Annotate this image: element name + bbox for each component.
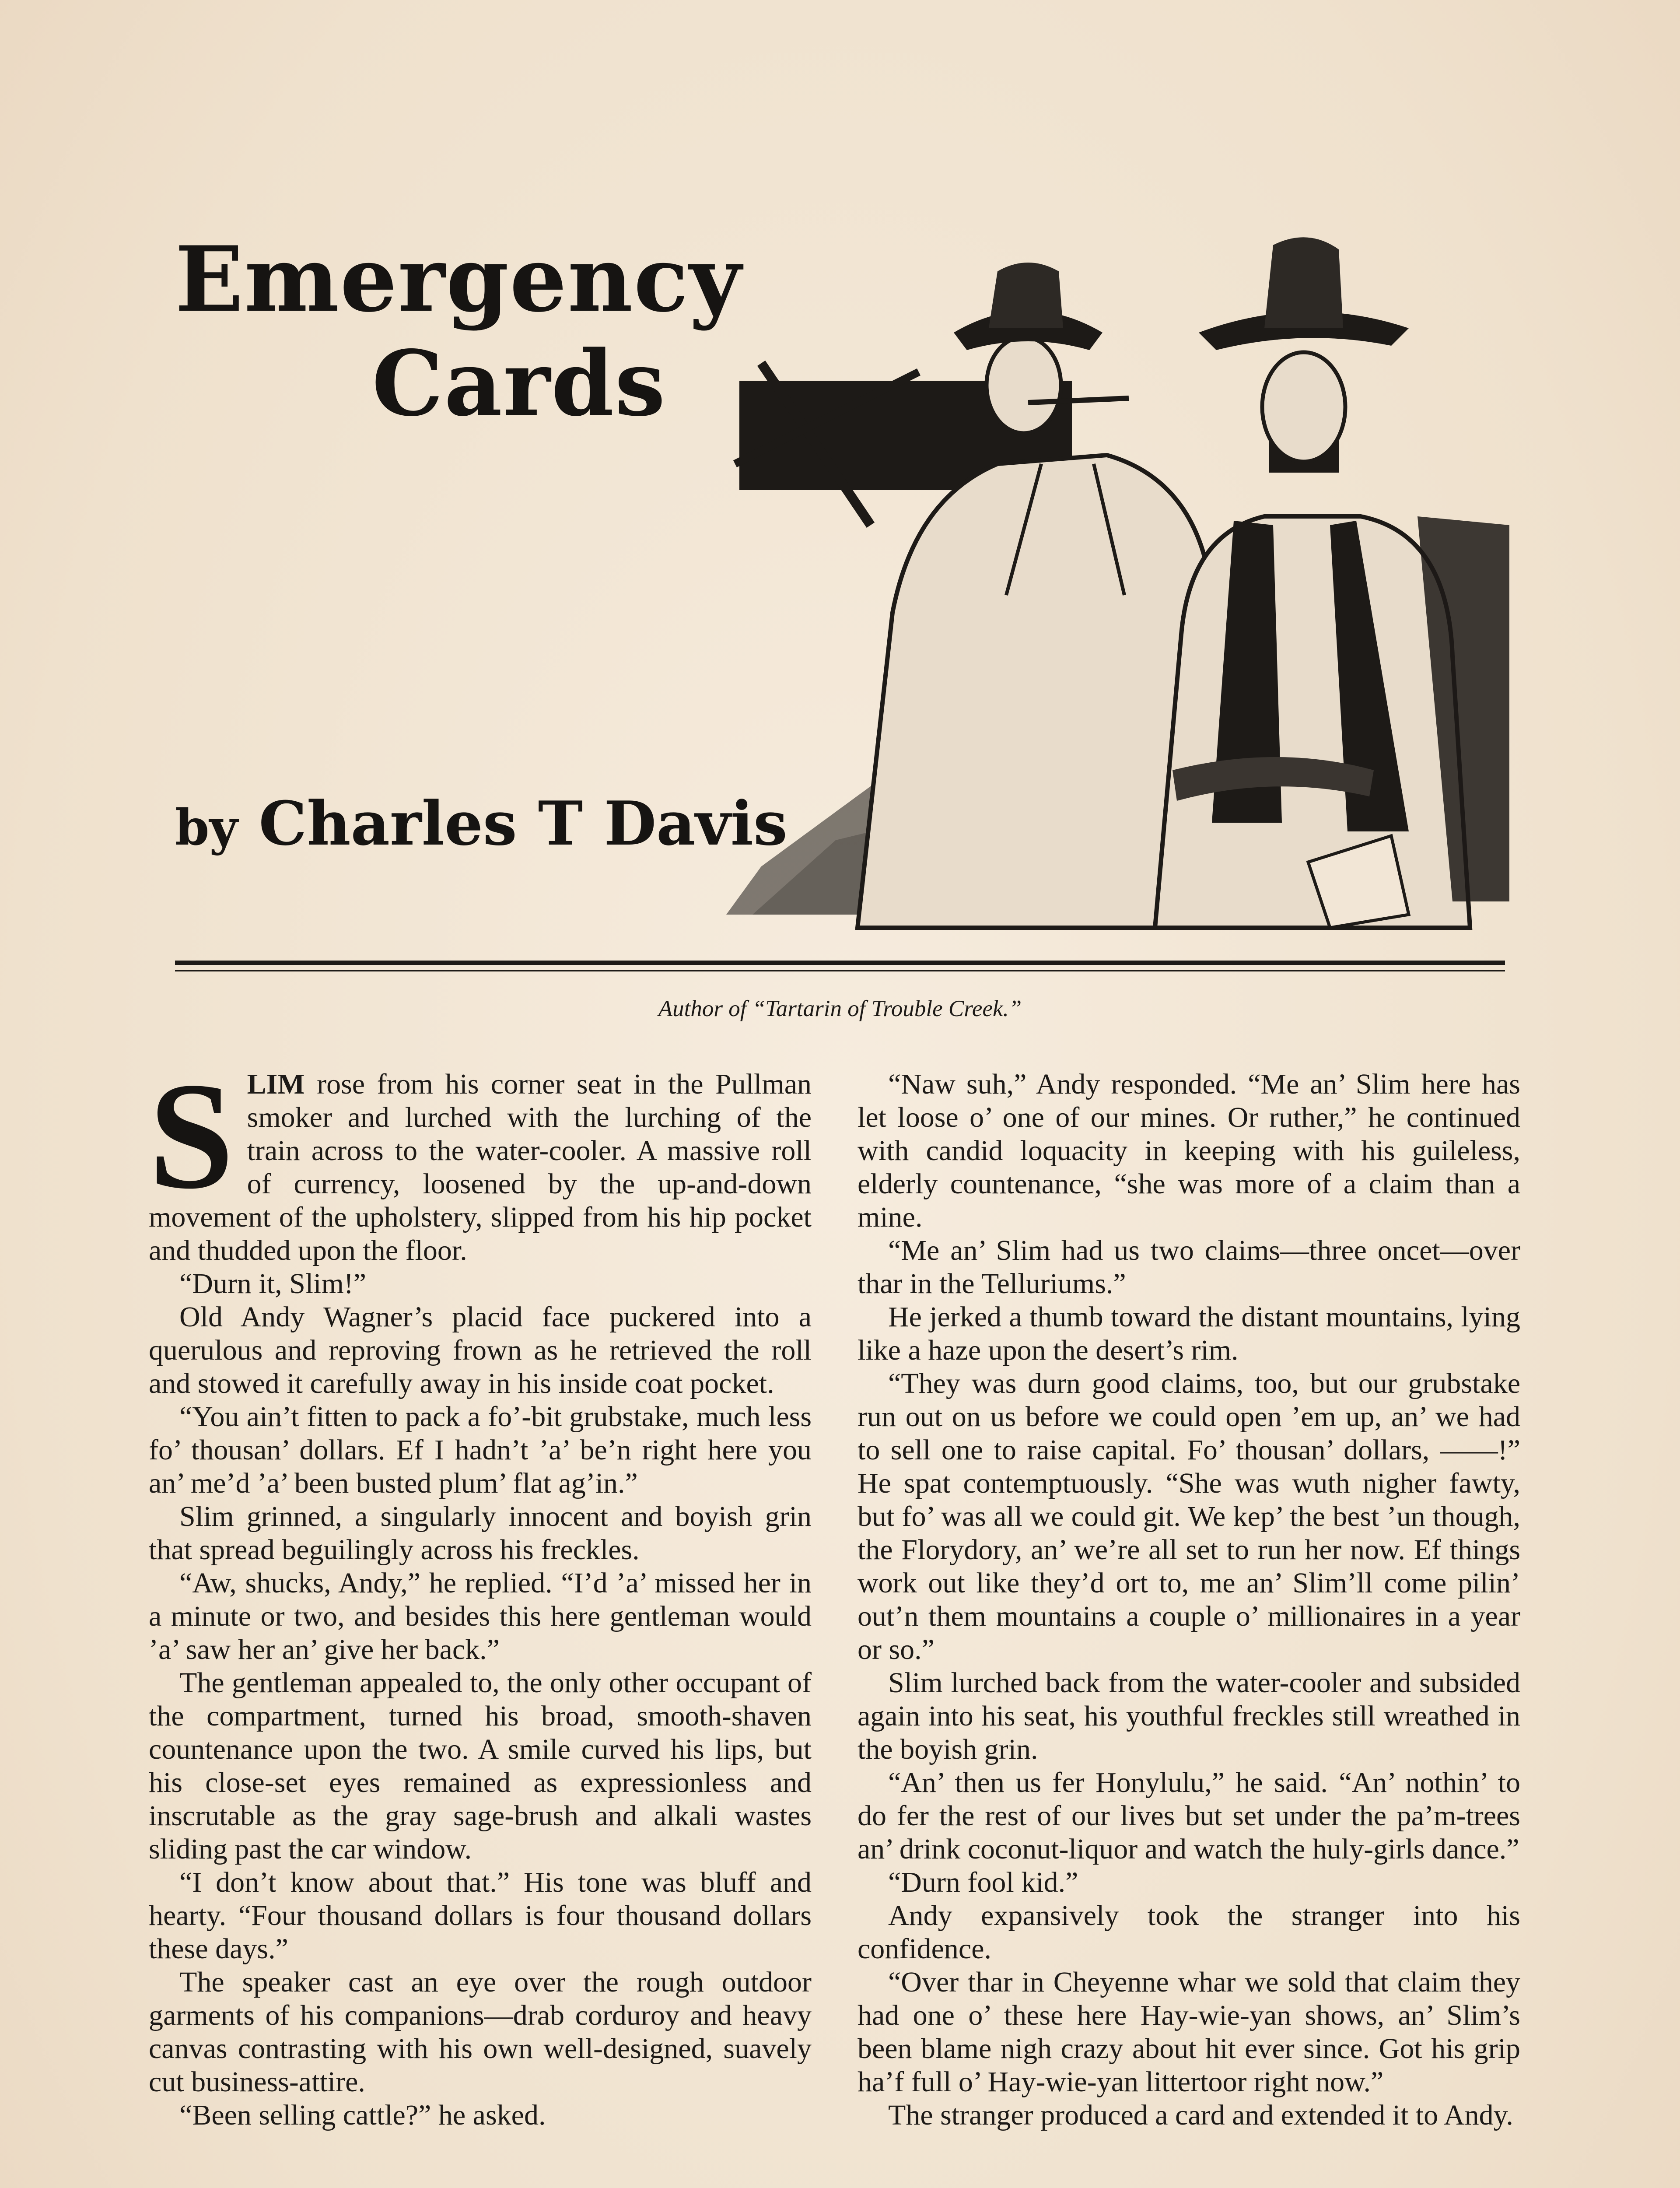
byline-author: Charles T Davis <box>259 788 788 859</box>
story-title <box>175 228 742 436</box>
paragraph: “You ain’t fitten to pack a fo’-bit grubstake, much less fo’ thousan’ dollars. Ef I hadn’t ’a’ be’n right here you an’ me’d ’a’ been busted plum’ flat ag’in.” <box>149 1401 812 1499</box>
byline <box>175 788 788 859</box>
lead-paragraph <box>149 1051 812 1267</box>
paragraph: Old Andy Wagner’s placid face puckered into a querulous and reproving frown as he retrieved the roll and stowed it carefully away in his inside coat pocket. <box>149 1301 812 1399</box>
story-title-line2: Cards <box>372 331 666 436</box>
paragraph: Slim grinned, a singularly innocent and boyish grin that spread beguilingly across his freckles. <box>149 1501 812 1566</box>
text-column-left <box>149 1051 812 2132</box>
paragraph: “Durn it, Slim!” <box>179 1268 367 1300</box>
byline-by: by <box>175 799 238 856</box>
author-attribution: Author of “Tartarin of Trouble Creek.” <box>658 996 1022 1021</box>
story-title-line1: Emergency <box>175 227 742 332</box>
paragraph: Slim lurched back from the water-cooler and subsided again into his seat, his youthful freckles still wreathed in the boyish grin. <box>858 1667 1520 1765</box>
paragraph: “Naw suh,” Andy responded. “Me an’ Slim here has let loose o’ one of our mines. Or ruther,” he continued with candid loquacity in keeping with his guileless, elderly countenance, “she was more of a claim than a mine. <box>858 1068 1520 1233</box>
paragraph: The stranger produced a card and extended it to Andy. <box>888 2099 1513 2131</box>
header-rule <box>175 961 1505 965</box>
lead-text: rose from his corner seat in the Pullman smoker and lurched with the lurching of the train across to the water-cooler. A massive roll of currency, loosened by the up-and-down movement of the upholstery, slipped from his hip pocket and thudded upon the floor. <box>149 1068 812 1266</box>
paragraph: “I don’t know about that.” His tone was bluff and hearty. “Four thousand dollars is four thousand dollars these days.” <box>149 1866 812 1965</box>
paragraph: “Over thar in Cheyenne whar we sold that claim they had one o’ these here Hay-wie-yan shows, an’ Slim’s been blame nigh crazy about hit ever since. Got his grip ha’f full o’ Hay-wie-yan littertoor right now.” <box>858 1966 1520 2098</box>
paragraph: “Been selling cattle?” he asked. <box>179 2099 546 2131</box>
paragraph: “Me an’ Slim had us two claims—three oncet—over thar in the Telluriums.” <box>858 1234 1520 1300</box>
paragraph: The speaker cast an eye over the rough outdoor garments of his companions—drab corduroy and heavy canvas contrasting with his own well-designed, suavely cut business-attire. <box>149 1966 812 2098</box>
paragraph: “They was durn good claims, too, but our grubstake run out on us before we could open ’em up, an’ we had to sell one to raise capital. Fo’ thousan’ dollars, ——!” He spat contemptuously. “She was wuth nigher fawty, but fo’ was all we could git. We kep’ the best ’un though, the Florydory, an’ we’re all set to run her now. Ef things work out like they’d ort to, me an’ Slim’ll come pilin’ out’n them mountains a couple o’ millionaires in a year or so.” <box>858 1368 1520 1666</box>
lead-small-caps: LIM <box>247 1068 305 1100</box>
text-column-right <box>858 1068 1520 2132</box>
paragraph: “Durn fool kid.” <box>888 1866 1078 1898</box>
header-rule-thin <box>175 970 1505 971</box>
paragraph: “An’ then us fer Honylulu,” he said. “An’ nothin’ to do fer the rest of our lives but set under the pa’m-trees an’ drink coconut-liquor and watch the huly-girls dance.” <box>858 1767 1520 1865</box>
paragraph: The gentleman appealed to, the only other occupant of the compartment, turned his broad, smooth-shaven countenance upon the two. A smile curved his lips, but his close-set eyes remained as expressionless and inscrutable as the gray sage-brush and alkali wastes sliding past the car window. <box>149 1667 812 1865</box>
drop-cap: S <box>149 1051 234 1220</box>
paragraph: “Aw, shucks, Andy,” he replied. “I’d ’a’ missed her in a minute or two, and besides this here gentleman would ’a’ saw her an’ give her back.” <box>149 1567 812 1666</box>
paragraph: He jerked a thumb toward the distant mountains, lying like a haze upon the desert’s rim. <box>858 1301 1520 1366</box>
paragraph: Andy expansively took the stranger into his confidence. <box>858 1900 1520 1965</box>
two-cowboys-illustration <box>726 219 1509 965</box>
